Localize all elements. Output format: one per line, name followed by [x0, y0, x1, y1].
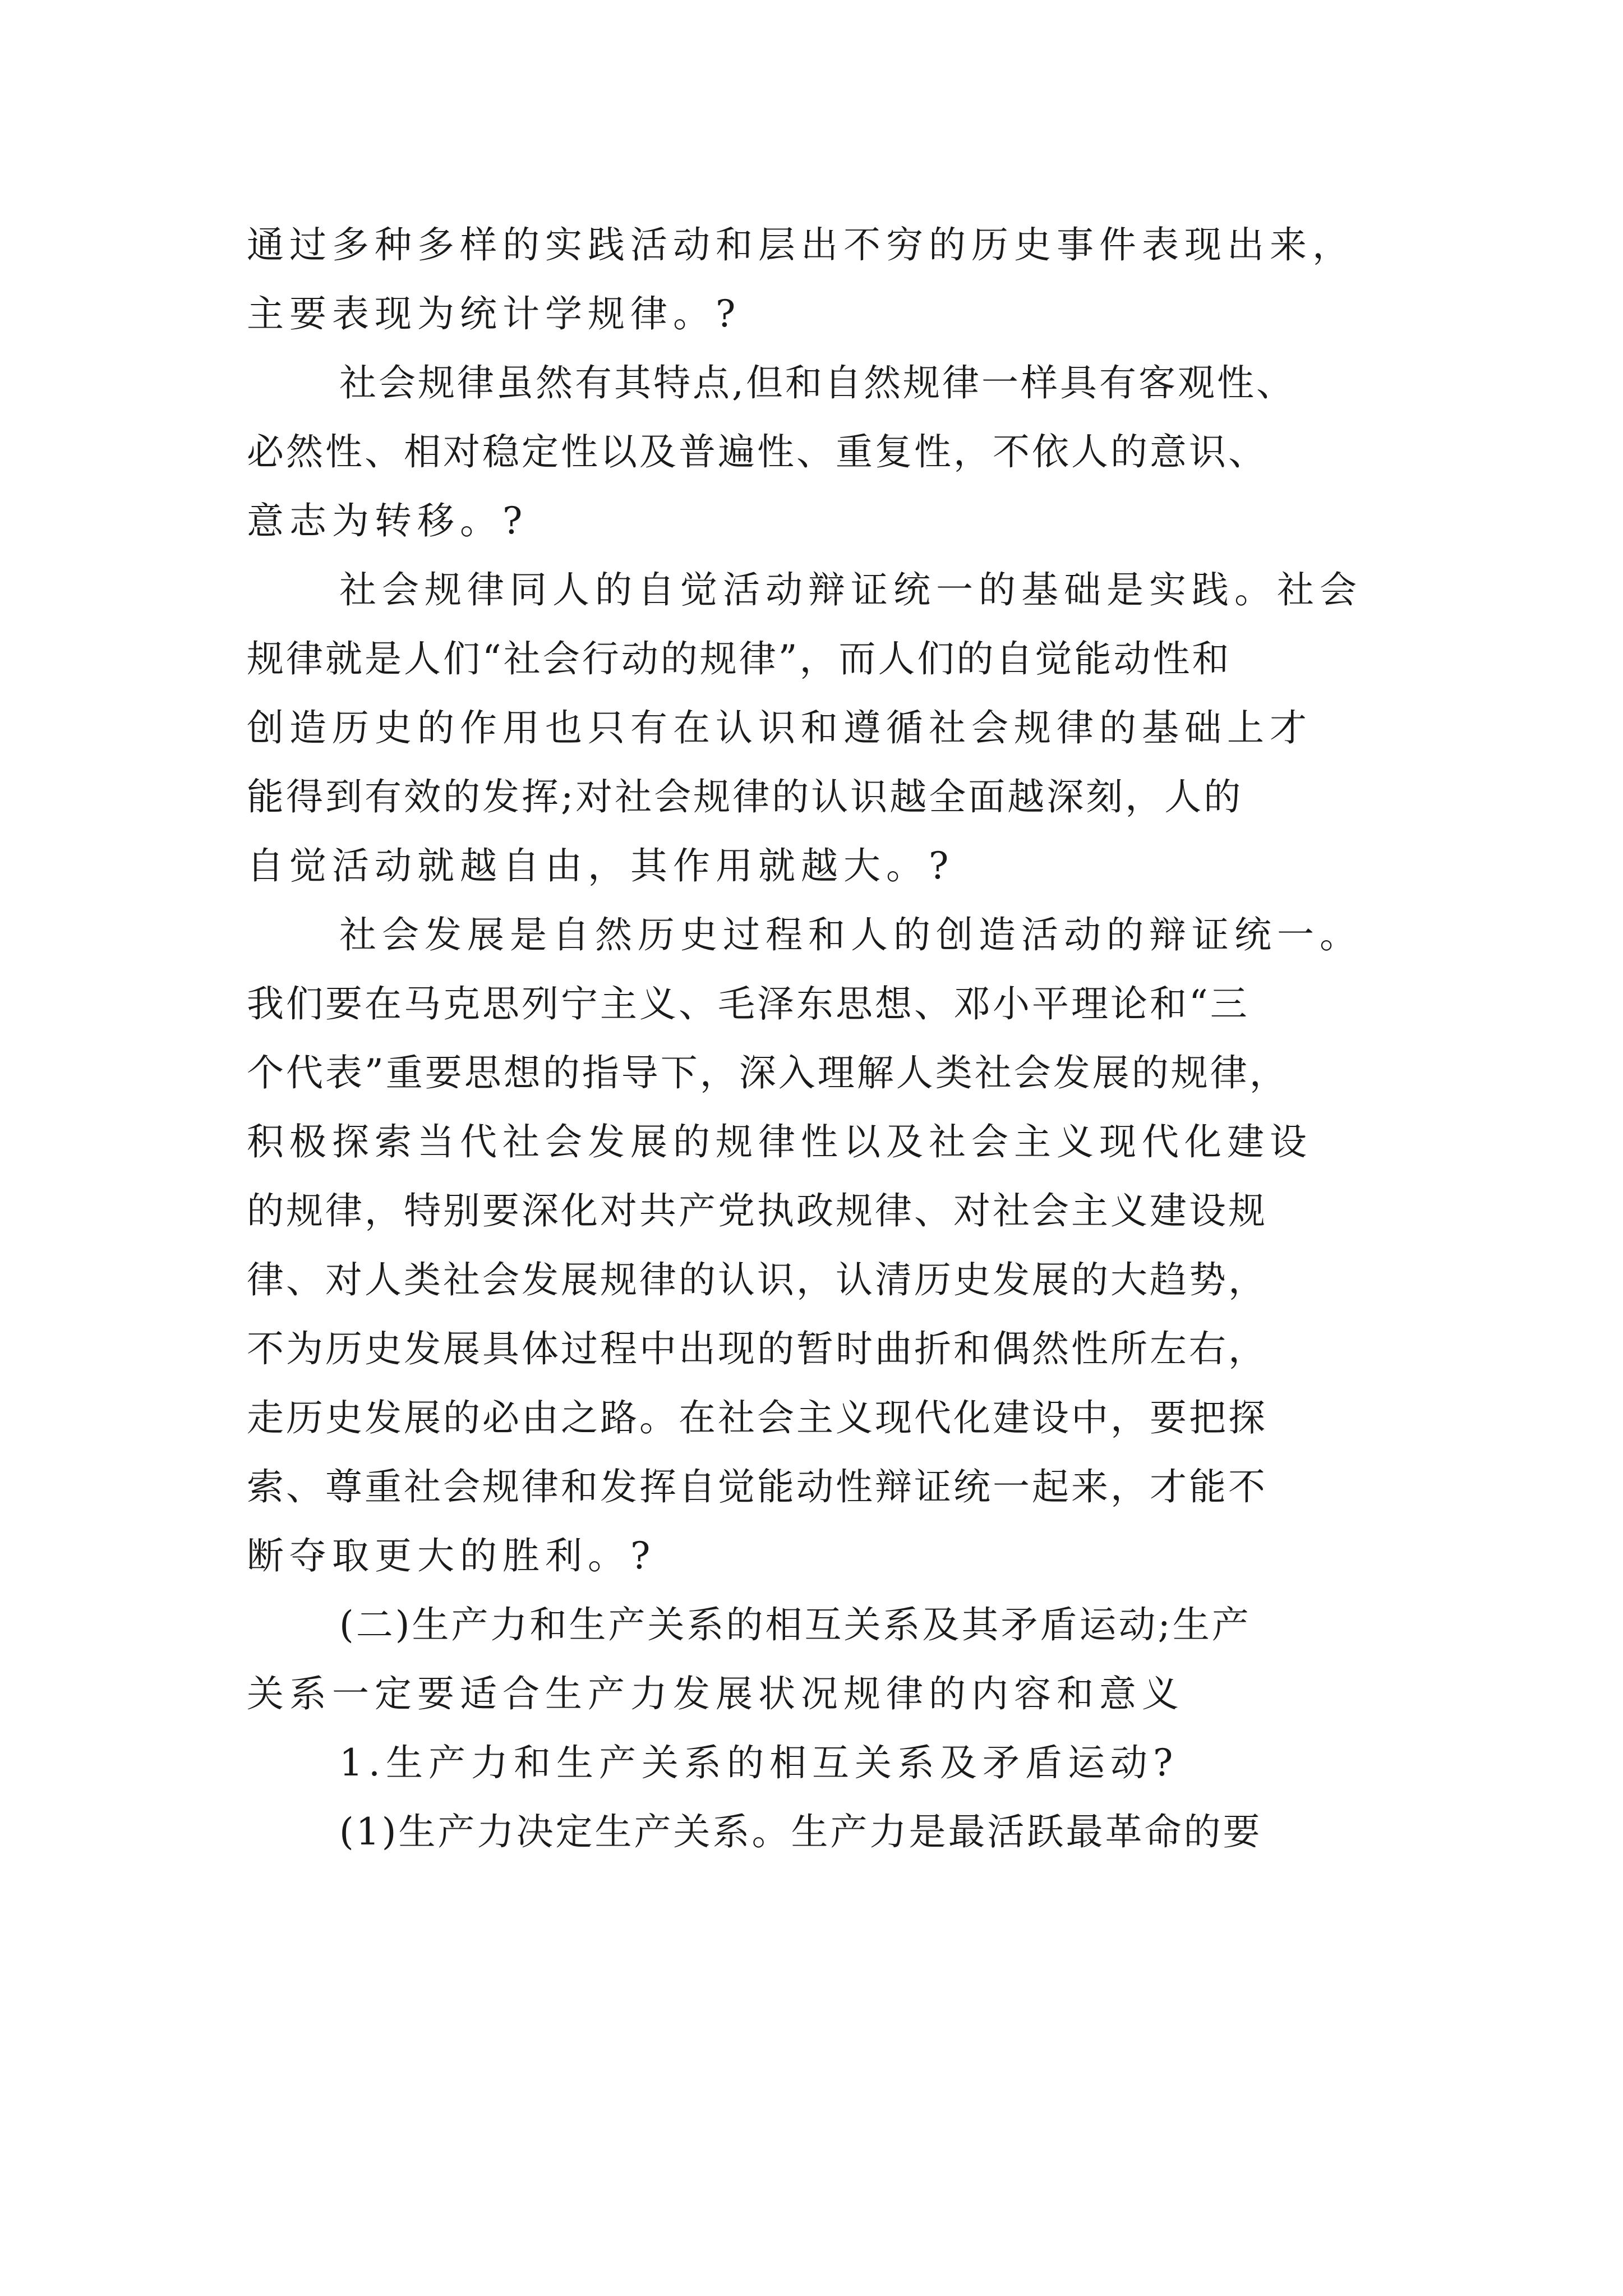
- text-line: 不为历史发展具体过程中出现的暂时曲折和偶然性所左右，: [247, 1327, 1267, 1370]
- text-line: 走历史发展的必由之路。在社会主义现代化建设中，要把探: [247, 1396, 1267, 1439]
- text-line: 能得到有效的发挥;对社会规律的认识越全面越深刻，人的: [247, 775, 1243, 818]
- section-heading-continued: 关系一定要适合生产力发展状况规律的内容和意义: [247, 1672, 1184, 1715]
- text-line: 创造历史的作用也只有在认识和遵循社会规律的基础上才: [247, 706, 1312, 749]
- paragraph-start: 社会发展是自然历史过程和人的创造活动的辩证统一。: [339, 913, 1362, 956]
- paragraph-start: (1)生产力决定生产关系。生产力是最活跃最革命的要: [339, 1810, 1262, 1853]
- text-line: 规律就是人们“社会行动的规律”，而人们的自觉能动性和: [247, 637, 1232, 680]
- text-line: 索、尊重社会规律和发挥自觉能动性辩证统一起来，才能不: [247, 1465, 1267, 1508]
- section-heading: (二)生产力和生产关系的相互关系及其矛盾运动;生产: [339, 1603, 1251, 1646]
- text-line: 个代表”重要思想的指导下，深入理解人类社会发展的规律，: [247, 1051, 1289, 1094]
- paragraph-start: 社会规律同人的自觉活动辩证统一的基础是实践。社会: [339, 568, 1362, 611]
- text-line: 的规律，特别要深化对共产党执政规律、对社会主义建设规: [247, 1189, 1267, 1232]
- text-line: 律、对人类社会发展规律的认识，认清历史发展的大趋势，: [247, 1258, 1267, 1301]
- text-line: 主要表现为统计学规律。?: [247, 292, 741, 335]
- paragraph-start: 社会规律虽然有其特点,但和自然规律一样具有客观性、: [339, 361, 1295, 404]
- text-line: 积极探索当代社会发展的规律性以及社会主义现代化建设: [247, 1120, 1312, 1163]
- text-line: 必然性、相对稳定性以及普遍性、重复性，不依人的意识、: [247, 430, 1267, 473]
- text-line: 断夺取更大的胜利。?: [247, 1534, 656, 1577]
- subsection-heading: 1.生产力和生产关系的相互关系及矛盾运动?: [339, 1741, 1179, 1784]
- text-line: 意志为转移。?: [247, 499, 528, 542]
- text-line: 通过多种多样的实践活动和层出不穷的历史事件表现出来，: [247, 223, 1355, 266]
- text-line: 自觉活动就越自由，其作用就越大。?: [247, 844, 955, 887]
- text-line: 我们要在马克思列宁主义、毛泽东思想、邓小平理论和“三: [247, 982, 1249, 1025]
- body-text: [247, 210, 1436, 1866]
